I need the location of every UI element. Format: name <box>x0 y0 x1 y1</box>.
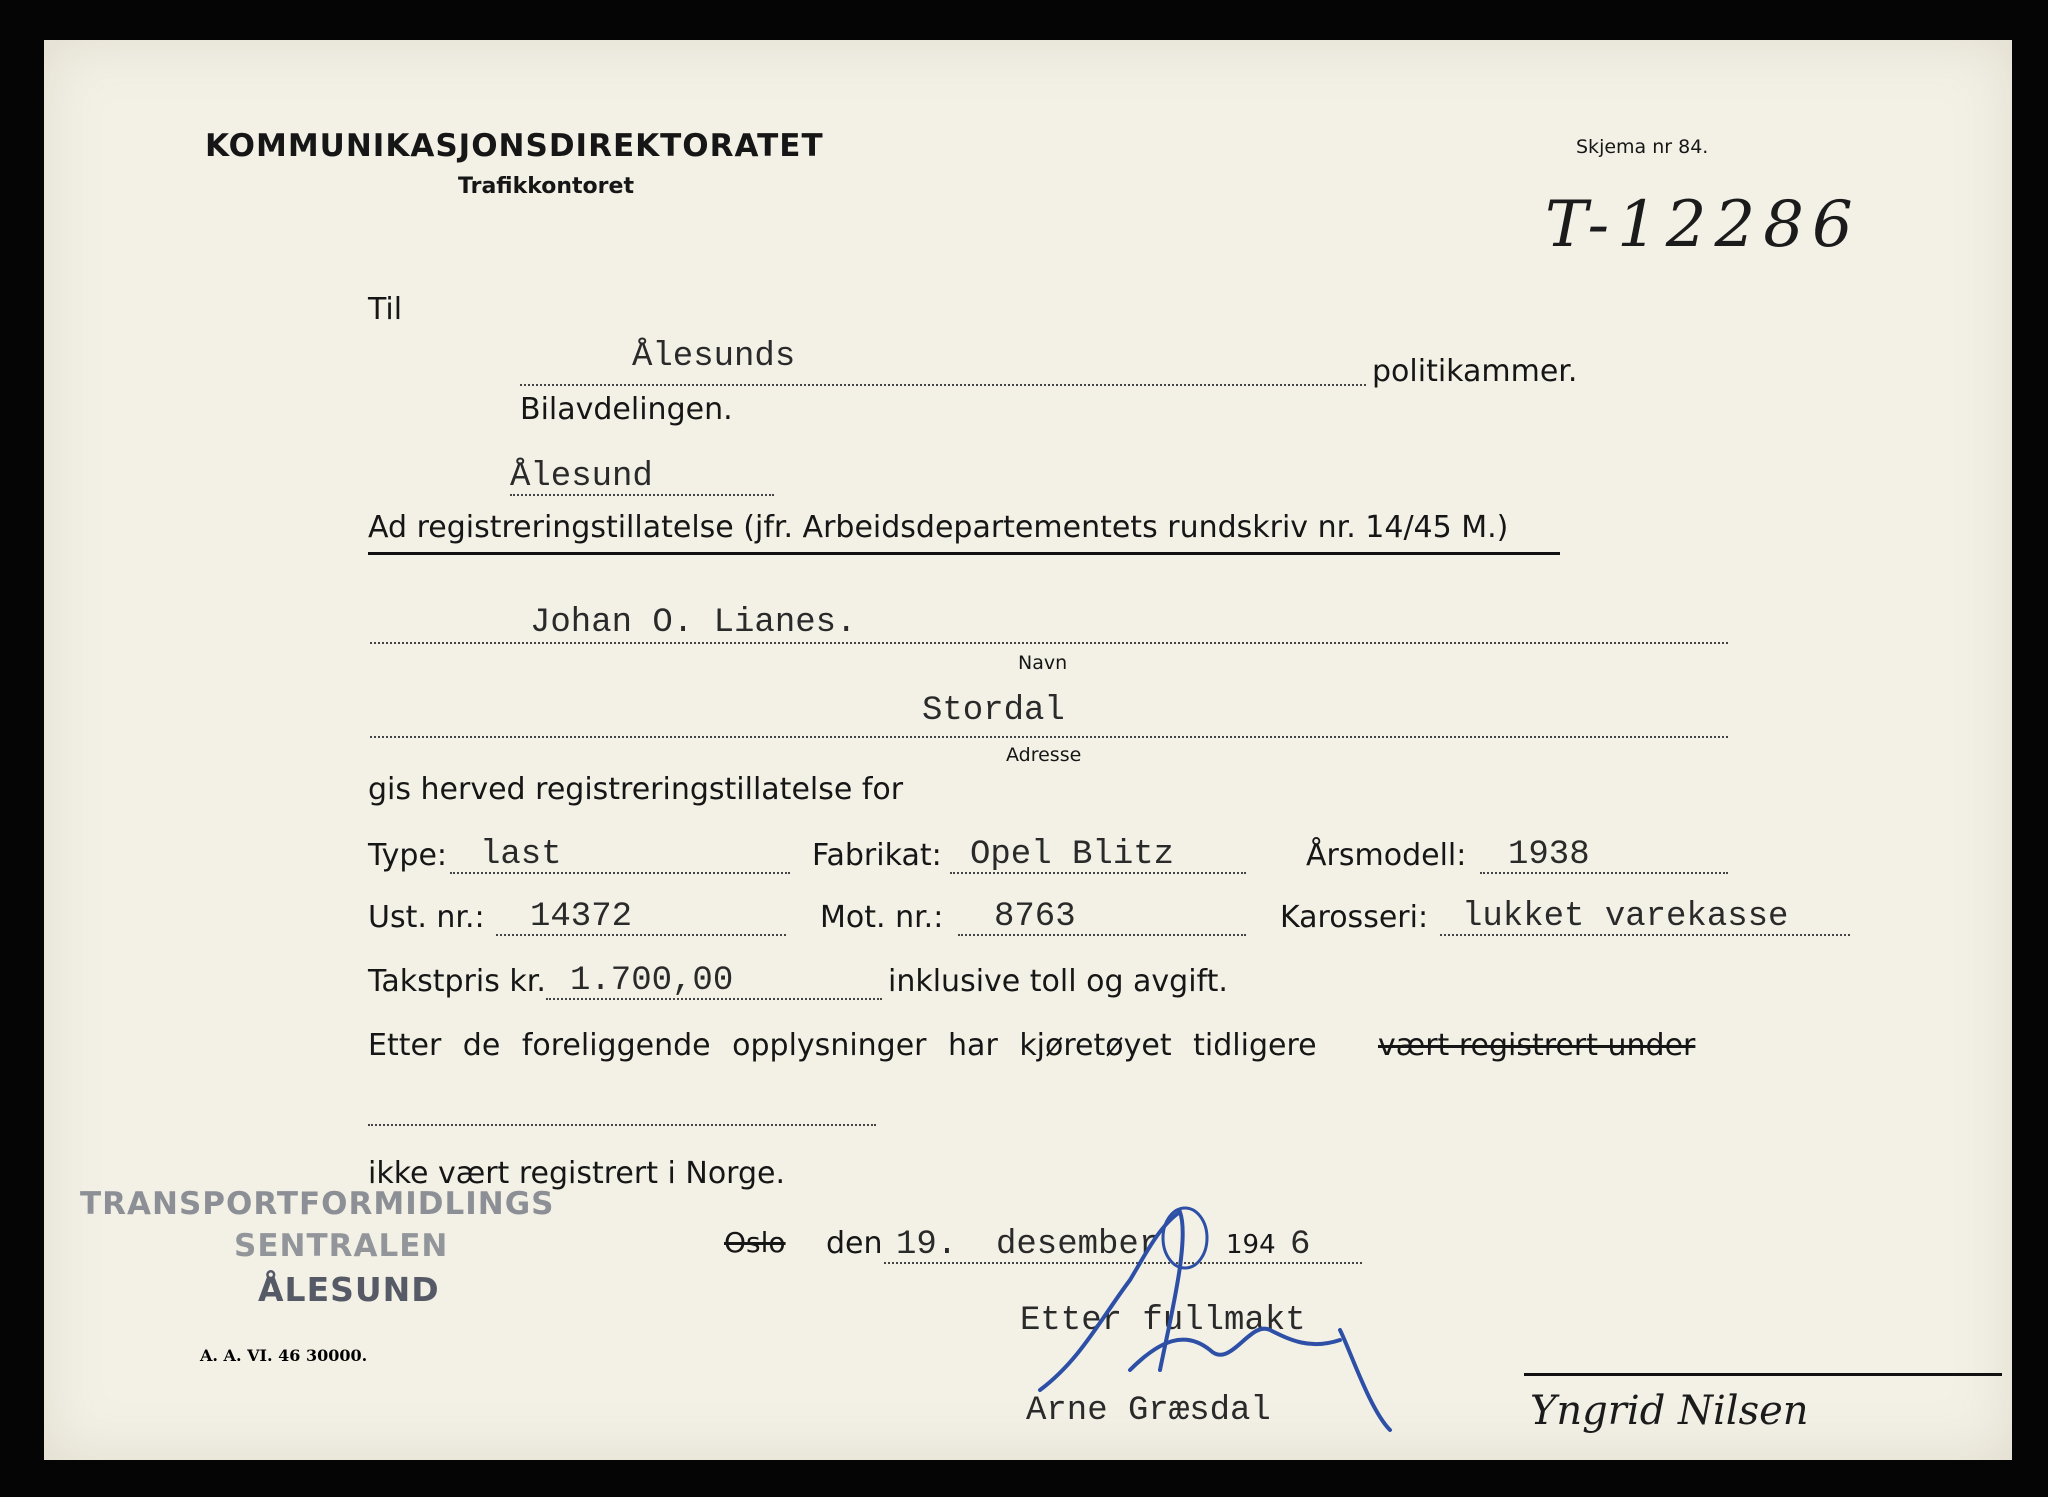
city-dotted-line <box>510 494 774 496</box>
type-label: Type: <box>368 838 448 873</box>
engine-dotted-line <box>958 934 1246 936</box>
type-value: last <box>480 836 562 874</box>
make-label: Fabrikat: <box>812 838 942 873</box>
authority-text: Etter fullmakt <box>1020 1302 1306 1340</box>
stamp-line-2: SENTRALEN <box>234 1228 449 1264</box>
day-value: 19. <box>896 1226 958 1264</box>
owner-name-dotted-line <box>370 642 1728 644</box>
engine-value: 8763 <box>994 898 1076 936</box>
stamp-line-1: TRANSPORTFORMIDLINGS <box>80 1186 555 1222</box>
body-label: Karosseri: <box>1280 900 1429 935</box>
history-text: Etter de foreliggende opplysninger har kjøretøyet tidligere <box>368 1028 1317 1063</box>
to-label: Til <box>368 292 403 327</box>
engine-label: Mot. nr.: <box>820 900 944 935</box>
second-signature-rule <box>1524 1373 2002 1376</box>
chassis-label: Ust. nr.: <box>368 900 485 935</box>
name-label: Navn <box>1018 652 1068 674</box>
year-prefix: 194 <box>1226 1230 1276 1260</box>
address-label: Adresse <box>1006 744 1082 766</box>
reference-underline <box>368 552 1560 555</box>
city-value: Ålesund <box>510 458 653 496</box>
history-dotted-line <box>368 1124 876 1126</box>
owner-name-value: Johan O. Lianes. <box>530 604 857 642</box>
police-office-value: Ålesunds <box>632 338 796 376</box>
owner-address-dotted-line <box>370 736 1728 738</box>
price-dotted-line <box>546 998 882 1000</box>
department-name: Trafikkontoret <box>458 174 634 199</box>
police-suffix: politikammer. <box>1372 354 1578 389</box>
handwritten-reference: T-12286 <box>1545 188 1861 262</box>
police-office-dotted-line <box>520 384 1366 386</box>
stamp-line-3: ÅLESUND <box>258 1270 440 1309</box>
model-year-dotted-line <box>1480 872 1728 874</box>
make-value: Opel Blitz <box>970 836 1175 874</box>
body-dotted-line <box>1440 934 1850 936</box>
chassis-dotted-line <box>496 934 786 936</box>
reference-line: Ad registreringstillatelse (jfr. Arbeidsdepartementets rundskriv nr. 14/45 M.) <box>368 510 1509 545</box>
den-label: den <box>826 1226 883 1261</box>
schema-number: Skjema nr 84. <box>1576 136 1709 158</box>
history-struck-text: vært registrert under <box>1378 1028 1696 1063</box>
model-year-value: 1938 <box>1508 836 1590 874</box>
month-value: desember <box>996 1226 1160 1264</box>
type-dotted-line <box>450 872 790 874</box>
not-registered-text: ikke vært registrert i Norge. <box>368 1156 786 1191</box>
price-value: 1.700,00 <box>570 962 734 1000</box>
division-label: Bilavdelingen. <box>520 392 733 427</box>
footer-code: A. A. VI. 46 30000. <box>200 1346 368 1365</box>
place-value: Oslo <box>724 1226 786 1259</box>
signer-name: Arne Græsdal <box>1026 1392 1271 1430</box>
body-value: lukket varekasse <box>1462 898 1789 936</box>
grant-text: gis herved registreringstillatelse for <box>368 772 904 807</box>
model-year-label: Årsmodell: <box>1306 838 1467 873</box>
chassis-value: 14372 <box>530 898 633 936</box>
price-label: Takstpris kr. <box>368 964 546 999</box>
make-dotted-line <box>950 872 1246 874</box>
year-suffix: 6 <box>1290 1226 1311 1264</box>
price-suffix: inklusive toll og avgift. <box>888 964 1228 999</box>
second-signature: Yngrid Nilsen <box>1530 1388 1809 1434</box>
owner-address-value: Stordal <box>922 692 1065 730</box>
organization-title: KOMMUNIKASJONSDIREKTORATET <box>205 128 824 164</box>
